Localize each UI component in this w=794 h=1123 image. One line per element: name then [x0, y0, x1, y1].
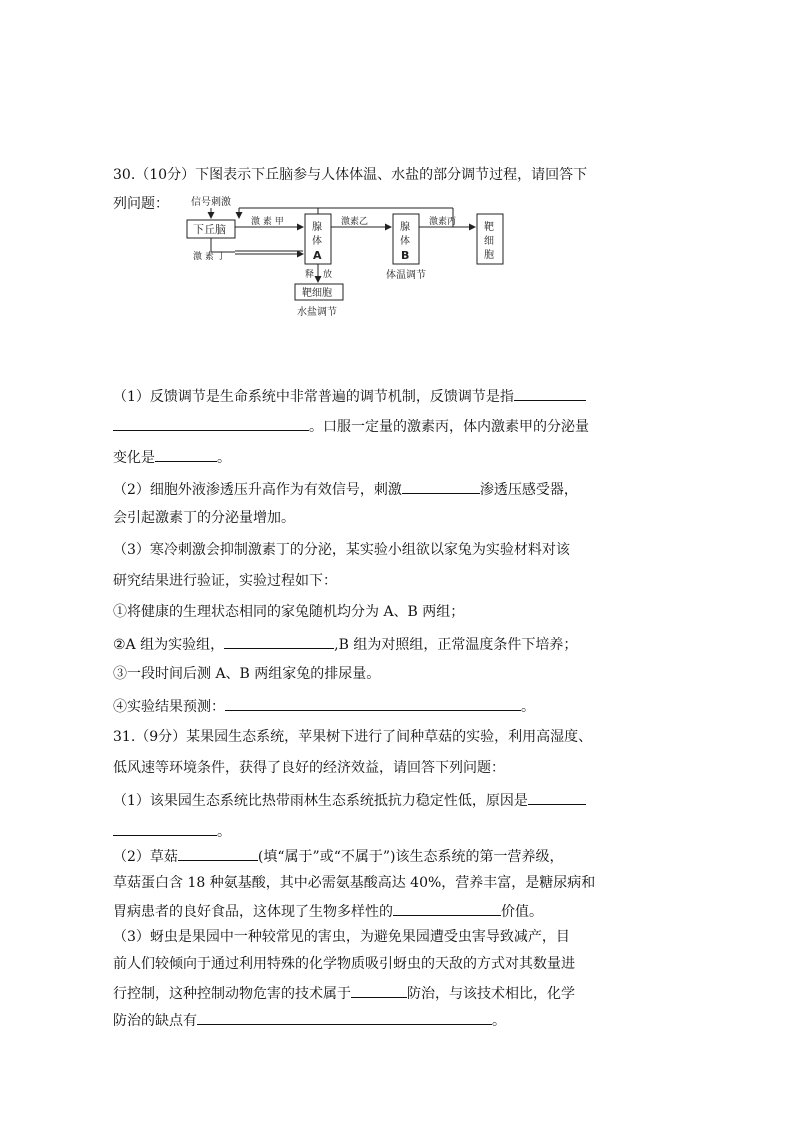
q30-p2-line2: 会引起激素丁的分泌量增加。 [113, 510, 295, 526]
q31-p1-line2-end: 。 [217, 824, 231, 840]
answer-blank[interactable] [113, 416, 309, 431]
q31-p3-line3 [113, 983, 575, 1003]
release-char1: 释 [305, 270, 315, 280]
q31-p1-line2 [113, 821, 231, 841]
q30-p3-line1: （3）寒冷刺激会抑制激素丁的分泌，某实验小组欲以家兔为实验材料对该 [113, 542, 570, 558]
q30-intro-line2: 列问题： [113, 196, 169, 212]
q30-intro-line1: 30.（10分）下图表示下丘脑参与人体体温、水盐的部分调节过程，请回答下 [113, 167, 588, 183]
hormone-bing-label: 激素丙 [429, 217, 457, 227]
answer-blank[interactable] [528, 790, 586, 805]
q30-p2-line1 [113, 479, 578, 499]
hormone-jia-label: 激 素 甲 [251, 217, 284, 227]
q30-step4 [113, 696, 535, 716]
temperature-regulation-label: 体温调节 [386, 270, 426, 281]
answer-blank[interactable] [197, 1010, 492, 1025]
q30-step2-text: ②A 组为实验组， [113, 637, 225, 653]
answer-blank[interactable] [224, 634, 334, 649]
target-cell-char3: 胞 [484, 250, 494, 261]
gland-a-char1: 腺 [312, 222, 322, 233]
target-cell-bottom-label: 靶细胞 [302, 288, 332, 299]
signal-label: 信号刺激 [191, 197, 231, 208]
gland-b-char3: B [401, 249, 410, 262]
q31-p2-line3 [113, 901, 543, 921]
answer-blank[interactable] [514, 386, 586, 401]
q30-p1-line1 [113, 386, 586, 406]
water-salt-regulation-label: 水盐调节 [297, 307, 337, 318]
q31-p2-line1 [113, 846, 563, 866]
target-cell-char1: 靶 [484, 222, 494, 233]
q30-p1-line2 [113, 416, 589, 436]
q30-step3: ③一段时间后测 A、B 两组家兔的排尿量。 [113, 666, 381, 682]
release-char2: 放 [323, 270, 333, 280]
q30-step2 [113, 634, 577, 654]
answer-blank[interactable] [113, 821, 217, 836]
answer-blank[interactable] [155, 447, 217, 462]
q30-p2-line1-text: （2）细胞外液渗透压升高作为有效信号，刺激 [113, 482, 402, 498]
answer-blank[interactable] [178, 846, 258, 861]
q31-p3-line4 [113, 1010, 506, 1030]
q31-intro-line2: 低风速等环境条件，获得了良好的经济效益，请回答下列问题： [113, 760, 505, 776]
hormone-ding-label: 激 素 丁 [193, 252, 226, 262]
q31-p2-line3-text: 胃病患者的良好食品，这体现了生物多样性的 [113, 904, 393, 920]
q30-step4-text: ④实验结果预测： [113, 699, 225, 715]
q31-p2-line1-text: （2）草菇 [113, 849, 178, 865]
q30-p1-line1-text: （1）反馈调节是生命系统中非常普遍的调节机制，反馈调节是指 [113, 389, 514, 405]
q31-p1-line1-text: （1）该果园生态系统比热带雨林生态系统抵抗力稳定性低，原因是 [113, 793, 528, 809]
answer-blank[interactable] [351, 983, 407, 998]
q31-p3-line3-text: 行控制，这种控制动物危害的技术属于 [113, 986, 351, 1002]
answer-blank[interactable] [225, 696, 521, 711]
q30-p1-line3-end: 。 [217, 450, 231, 466]
gland-a-char3: A [313, 249, 322, 262]
q30-step4-end: 。 [521, 699, 535, 715]
hypothalamus-label: 下丘脑 [193, 223, 226, 236]
q31-p3-line4-end: 。 [492, 1013, 506, 1029]
q31-intro-line1: 31.（9分）某果园生态系统，苹果树下进行了间种草菇的实验，利用高湿度、 [113, 729, 593, 745]
q30-p2-line1-end: 渗透压感受器， [479, 482, 578, 498]
q31-p2-line3-end: 价值。 [501, 904, 543, 920]
answer-blank[interactable] [393, 901, 501, 916]
hormone-yi-label: 激素乙 [341, 217, 369, 227]
target-cell-char2: 细 [484, 236, 494, 247]
q30-p1-line3 [113, 447, 231, 467]
answer-blank[interactable] [402, 479, 480, 494]
q31-p1-line1 [113, 790, 586, 810]
q31-p3-line1: （3）蚜虫是果园中一种较常见的害虫，为避免果园遭受虫害导致减产，目 [113, 929, 570, 945]
q30-p1-line3-text: 变化是 [113, 450, 155, 466]
regulation-diagram [183, 192, 523, 322]
q31-p2-line2: 草菇蛋白含 18 种氨基酸，其中必需氨基酸高达 40%，营养丰富，是糖尿病和 [113, 875, 596, 891]
q30-p3-line2: 研究结果进行验证，实验过程如下： [113, 573, 337, 589]
gland-b-char1: 腺 [400, 222, 410, 233]
q31-p2-line1-end: (填“属于”或“不属于”)该生态系统的第一营养级， [257, 849, 564, 865]
q30-step1: ①将健康的生理状态相同的家兔随机均分为 A、B 两组； [113, 604, 465, 620]
gland-a-char2: 体 [312, 236, 322, 247]
q31-p3-line2: 前人们较倾向于通过利用特殊的化学物质吸引蚜虫的天敌的方式对其数量进 [113, 956, 575, 972]
q31-p3-line4-text: 防治的缺点有 [113, 1013, 197, 1029]
q30-step2-end: ,B 组为对照组，正常温度条件下培养； [334, 637, 578, 653]
gland-b-char2: 体 [400, 236, 410, 247]
q31-p3-line3-end: 防治，与该技术相比，化学 [407, 986, 575, 1002]
q30-p1-line2-text: 。口服一定量的激素丙，体内激素甲的分泌量 [309, 419, 589, 435]
